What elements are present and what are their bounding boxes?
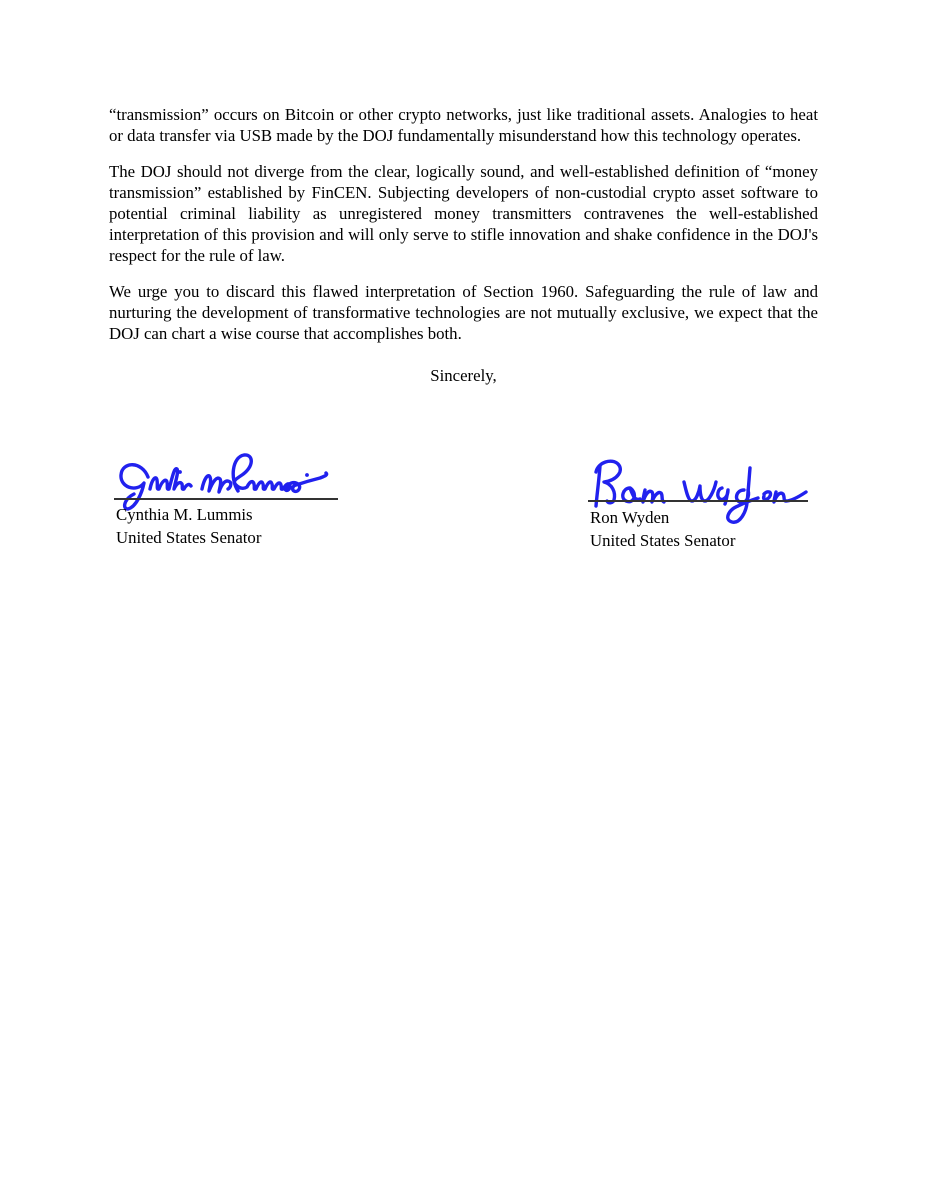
signatory-name: Ron Wyden	[590, 508, 670, 527]
signatory-title: United States Senator	[116, 528, 262, 547]
letter-paragraph: “transmission” occurs on Bitcoin or other crypto networks, just like traditional assets. Analogies to heat or data transfer via USB made by the DOJ fundamentally misunderstand how this technology operates.	[109, 105, 818, 145]
signatory-name: Cynthia M. Lummis	[116, 505, 253, 524]
signature-line	[114, 498, 338, 500]
letter-body	[109, 104, 818, 581]
closing-salutation: Sincerely,	[430, 366, 497, 385]
signature-line	[588, 500, 808, 502]
signature-block	[109, 451, 818, 581]
letter-paragraph: We urge you to discard this flawed interpretation of Section 1960. Safeguarding the rule of law and nurturing the development of transformative technologies are not mutually exclusive, we expect that the DOJ can chart a wise course that accomplishes both.	[109, 282, 818, 343]
signatory-title: United States Senator	[590, 531, 736, 550]
letter-paragraph: The DOJ should not diverge from the clear, logically sound, and well-established definition of “money transmission” established by FinCEN. Subjecting developers of non-custodial crypto asset software to potential criminal liability as unregistered money transmitters contravenes the well-established interpretation of this provision and will only serve to stifle innovation and shake confidence in the DOJ's respect for the rule of law.	[109, 162, 818, 265]
